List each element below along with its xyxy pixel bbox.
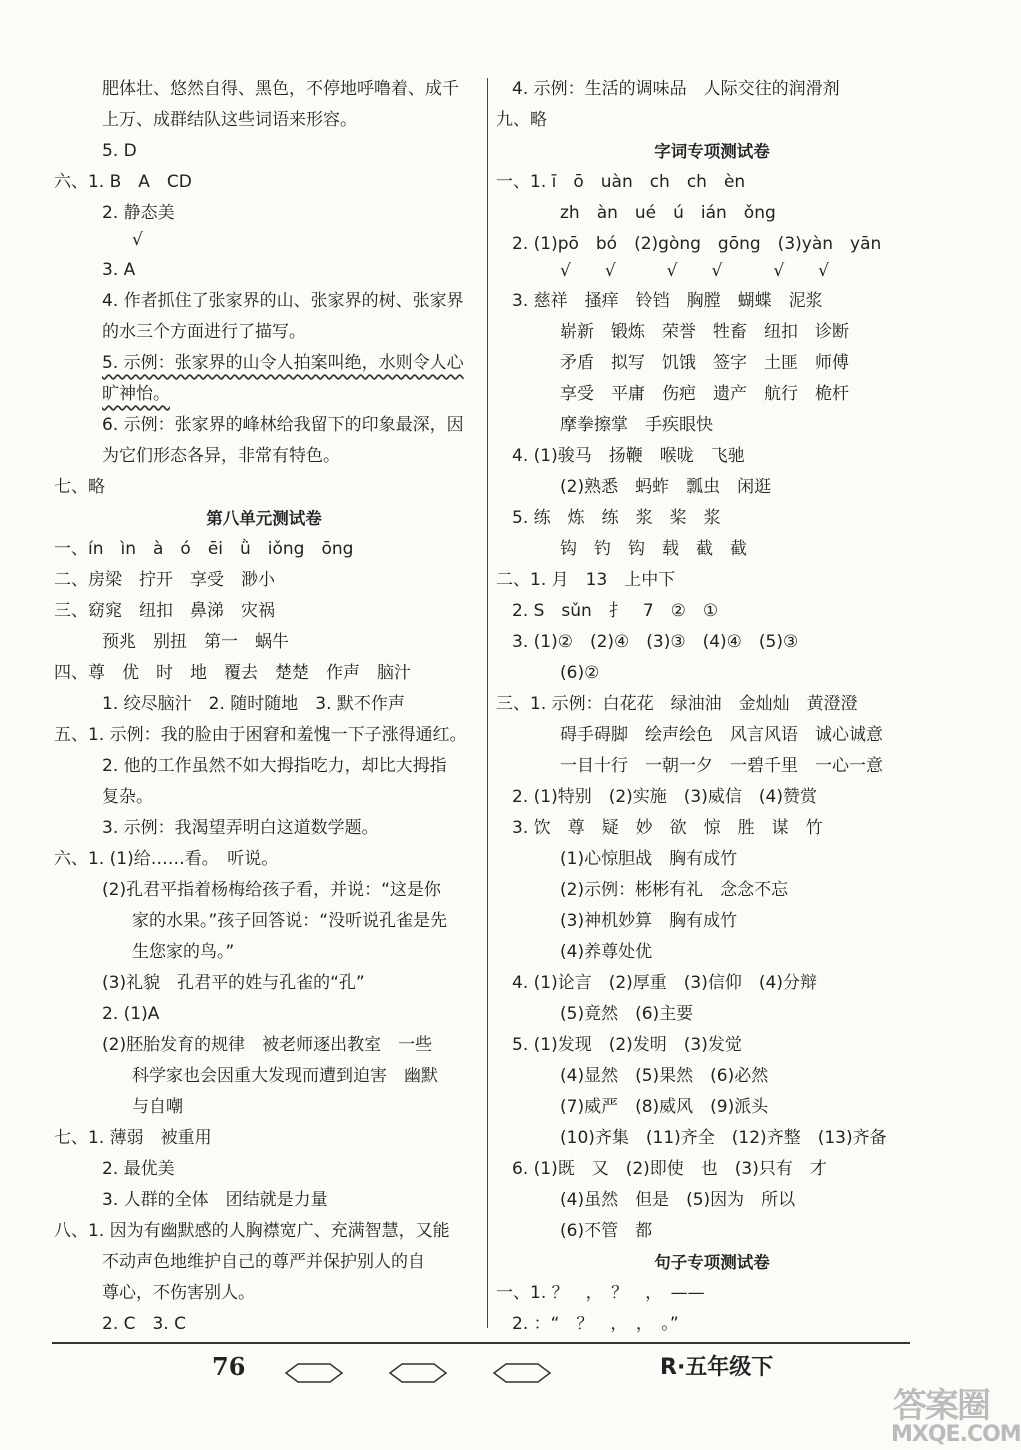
answer-line: 五、1. 示例：我的脸由于困窘和羞愧一下子涨得通红。 [54,725,467,745]
check-mark-line: √ [132,230,143,250]
section-heading: 句子专项测试卷 [654,1253,770,1272]
answer-line: 矛盾 拟写 饥饿 签字 土匪 师傅 [560,353,849,373]
answer-line: (4)虽然 但是 (5)因为 所以 [560,1190,796,1210]
answer-line: 尊心，不伤害别人。 [102,1283,255,1303]
answer-line: 4. 作者抓住了张家界的山、张家界的树、张家界 [102,291,464,311]
right-answer-column [496,74,912,1340]
answer-line: 四、尊 优 时 地 覆去 楚楚 作声 脑汁 [54,663,411,683]
answer-line: (2)示例：彬彬有礼 念念不忘 [560,880,789,900]
answer-line: 3. 慈祥 搔痒 铃铛 胸膛 蝴蝶 泥浆 [512,291,823,311]
answer-line: 6. (1)既 又 (2)即使 也 (3)只有 才 [512,1159,827,1179]
answer-line: 家的水果。”孩子回答说：“没听说孔雀是先 [132,911,448,931]
answer-line: 2. ：“ ？ ， ， 。” [512,1314,679,1334]
answer-line: 与自嘲 [132,1097,183,1117]
answer-line: 六、1. B A CD [54,172,192,192]
answer-line: 不动声色地维护自己的尊严并保护别人的自 [102,1252,425,1272]
answer-line: 三、窈窕 纽扣 鼻涕 灾祸 [54,601,275,621]
answer-line: (2)孔君平指着杨梅给孩子看，并说：“这是你 [102,880,441,900]
grade-label: R·五年级下 [660,1355,774,1380]
answer-line: 享受 平庸 伤疤 遗产 航行 桅杆 [560,384,849,404]
answer-line: 4. (1)骏马 扬鞭 喉咙 飞驰 [512,446,745,466]
answer-line: (6)不管 都 [560,1221,653,1241]
answer-line: 二、1. 月 13 上中下 [496,570,676,590]
answer-line: 2. 最优美 [102,1159,175,1179]
left-answer-column [54,74,474,1340]
answer-line: 七、1. 薄弱 被重用 [54,1128,212,1148]
section-heading: 字词专项测试卷 [654,142,770,161]
answer-line: 2. 静态美 [102,203,175,223]
answer-line: 一目十行 一朝一夕 一碧千里 一心一意 [560,756,883,776]
watermark-logo [885,1378,1021,1450]
answer-line: (5)竟然 (6)主要 [560,1004,694,1024]
answer-line: 复杂。 [102,787,153,807]
answer-line: 钩 钓 钩 载 截 截 [560,539,747,559]
watermark-text: 答案圈 [893,1386,989,1426]
answer-line: zh àn ué ú ián ǒng [560,203,776,223]
answer-line: 六、1. (1)给……看。 听说。 [54,849,279,869]
watermark-url: MXQE.COM [891,1422,1021,1447]
page-number: 76 [212,1352,246,1381]
answer-line: 6. 示例：张家界的峰林给我留下的印象最深，因 [102,415,464,435]
answer-line: 上万、成群结队这些词语来形容。 [102,110,357,130]
diamond-ornament-icon [388,1362,448,1384]
answer-line: 5. 练 炼 练 浆 桨 浆 [512,508,721,528]
answer-line: 3. 示例：我渴望弄明白这道数学题。 [102,818,379,838]
answer-line: 生您家的鸟。” [132,942,235,962]
answer-line: 2. (1)特别 (2)实施 (3)威信 (4)赞赏 [512,787,817,807]
answer-line: 3. (1)② (2)④ (3)③ (4)④ (5)③ [512,632,799,652]
answer-line: (7)威严 (8)威风 (9)派头 [560,1097,769,1117]
check-mark-line: √ √ √ √ √ √ [560,261,829,281]
answer-line: (4)养尊处优 [560,942,653,962]
answer-line: (3)礼貌 孔君平的姓与孔雀的“孔” [102,973,365,993]
answer-line: 七、略 [54,477,105,497]
answer-line: 崭新 锻炼 荣誉 牲畜 纽扣 诊断 [560,322,849,342]
answer-line: 八、1. 因为有幽默感的人胸襟宽广、充满智慧，又能 [54,1221,450,1241]
answer-line: 一、1. ？ ， ？ ， —— [496,1283,705,1303]
answer-line: 3. 饮 尊 疑 妙 欲 惊 胜 谋 竹 [512,818,823,838]
answer-line: 5. (1)发现 (2)发明 (3)发觉 [512,1035,742,1055]
answer-line: 2. C 3. C [102,1314,186,1334]
diamond-ornament-icon [492,1362,552,1384]
answer-line: 5. D [102,141,137,161]
answer-line: 一、ín ìn à ó ēi ǜ iǒng ōng [54,539,354,559]
answer-line: 2. (1)pō bó (2)gòng gōng (3)yàn yān [512,234,882,254]
answer-line: 的水三个方面进行了描写。 [102,322,306,342]
answer-line: 摩拳擦掌 手疾眼快 [560,415,713,435]
answer-line: (3)神机妙算 胸有成竹 [560,911,738,931]
answer-line: 一、1. ī ō uàn ch ch èn [496,172,746,192]
answer-line: 3. 人群的全体 团结就是力量 [102,1190,328,1210]
answer-line: 三、1. 示例：白花花 绿油油 金灿灿 黄澄澄 [496,694,858,714]
answer-line: 预兆 别扭 第一 蜗牛 [102,632,289,652]
answer-line: 4. 示例：生活的调味品 人际交往的润滑剂 [512,79,840,99]
footer-rule [52,1342,910,1344]
answer-line: 2. S sǔn 扌 7 ② ① [512,601,719,621]
answer-line: (10)齐集 (11)齐全 (12)齐整 (13)齐备 [560,1128,887,1148]
section-heading: 第八单元测试卷 [206,509,322,528]
answer-line: (2)胚胎发育的规律 被老师逐出教室 一些 [102,1035,433,1055]
answer-line: 科学家也会因重大发现而遭到迫害 幽默 [132,1066,438,1086]
answer-line: 2. (1)A [102,1004,160,1024]
answer-line: 二、房梁 拧开 享受 渺小 [54,570,275,590]
answer-line: 肥体壮、悠然自得、黑色，不停地呼噜着、成千 [102,79,459,99]
answer-line: (1)心惊胆战 胸有成竹 [560,849,738,869]
answer-line: (2)熟悉 蚂蚱 瓢虫 闲逛 [560,477,772,497]
answer-line: 4. (1)论言 (2)厚重 (3)信仰 (4)分辩 [512,973,817,993]
answer-line: 3. A [102,260,136,280]
answer-line: 2. 他的工作虽然不如大拇指吃力，却比大拇指 [102,756,447,776]
answer-line: 旷神怡。 [102,384,170,404]
column-divider [487,78,488,1328]
answer-line: 碍手碍脚 绘声绘色 风言风语 诚心诚意 [560,725,883,745]
diamond-ornament-icon [284,1362,344,1384]
answer-line: (4)显然 (5)果然 (6)必然 [560,1066,769,1086]
answer-line: 1. 绞尽脑汁 2. 随时随地 3. 默不作声 [102,694,405,714]
answer-line: 九、略 [496,110,547,130]
answer-line: 为它们形态各异，非常有特色。 [102,446,340,466]
answer-line: (6)② [560,663,600,683]
answer-line: 5. 示例：张家界的山令人拍案叫绝，水则令人心 [102,353,464,373]
